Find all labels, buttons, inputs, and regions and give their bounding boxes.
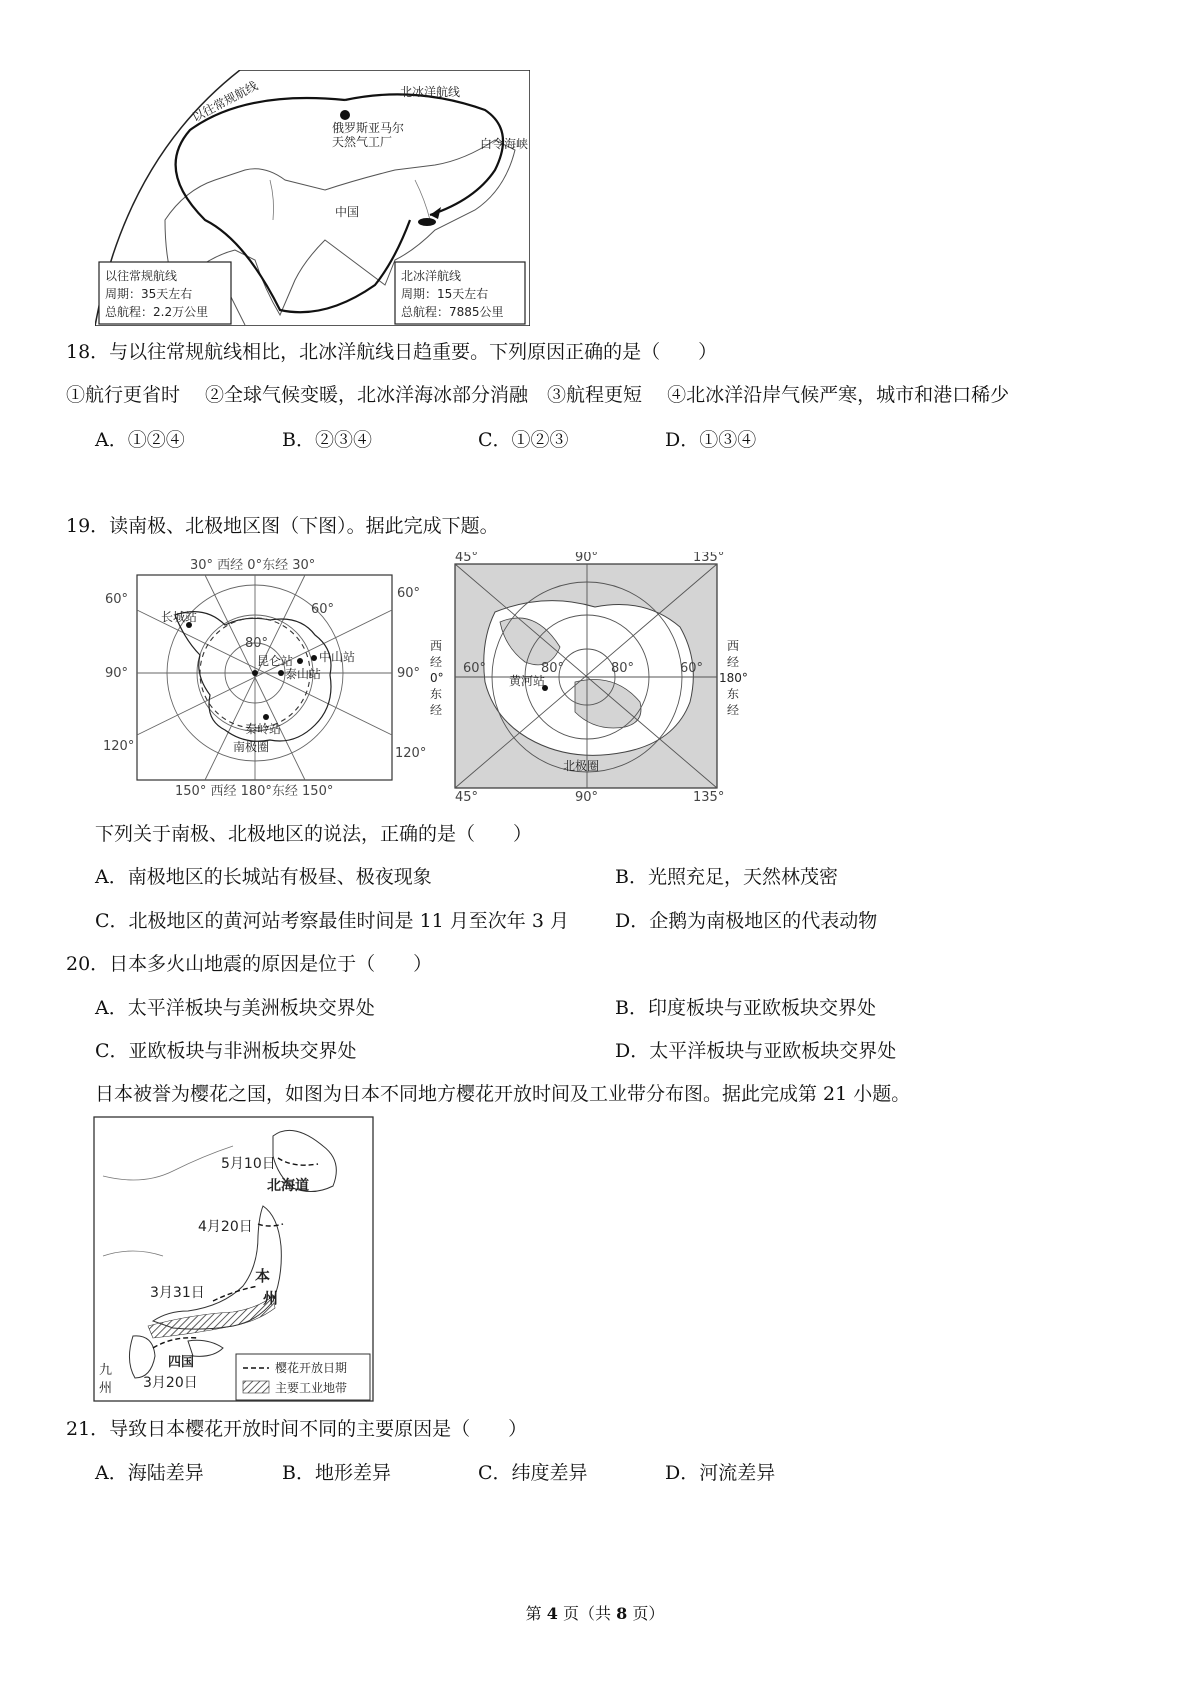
arctic-60-left: 60°	[463, 661, 487, 676]
arctic-right-lon-2: 经	[727, 655, 740, 669]
footer-suffix: 页）	[627, 1604, 665, 1623]
q18-option-a: A．①②④	[95, 429, 185, 451]
hokkaido-label: 北海道	[267, 1178, 309, 1194]
japan-cherry-map	[93, 1116, 375, 1403]
arctic-45-bottom: 45°	[455, 790, 479, 804]
arctic-circle-label: 北极圈	[563, 759, 600, 773]
q20-option-a: A．太平洋板块与美洲板块交界处	[95, 997, 375, 1019]
q19-option-a: A．南极地区的长城站有极昼、极夜现象	[95, 866, 432, 888]
q19-stem: 下列关于南极、北极地区的说法，正确的是（ ）	[95, 823, 533, 845]
footer-mid: 页（共	[557, 1604, 617, 1623]
kyushu-label-2: 州	[99, 1381, 113, 1396]
arctic-left-lon-5: 经	[430, 703, 443, 717]
bloom-date-may10: 5月10日	[221, 1156, 276, 1172]
kyushu-label-1: 九	[99, 1363, 113, 1378]
shikoku-label: 四国	[168, 1355, 195, 1370]
page-footer	[0, 1601, 1190, 1624]
kunlun-station: 昆仑站	[257, 654, 294, 668]
antarctic-80: 80°	[245, 636, 269, 651]
honshu-label-2: 州	[263, 1289, 279, 1307]
zhongshan-station: 中山站	[319, 650, 356, 664]
q18-option-c: C．①②③	[478, 429, 569, 451]
footer-prefix: 第	[525, 1604, 547, 1623]
arctic-right-lon-4: 东	[727, 687, 740, 701]
honshu-label-1: 本	[255, 1267, 271, 1285]
arctic-right-lon-5: 经	[727, 703, 740, 717]
q21-intro: 日本被誉为樱花之国，如图为日本不同地方樱花开放时间及工业带分布图。据此完成第 21 小题。	[95, 1083, 911, 1105]
shipping-route-map	[95, 70, 530, 326]
arctic-90-top: 90°	[575, 552, 599, 565]
q21-option-c: C．纬度差异	[478, 1462, 588, 1484]
arctic-box-line3: 总航程：7885公里	[401, 305, 504, 319]
arctic-60-right: 60°	[680, 661, 704, 676]
old-box-line1: 以往常规航线	[105, 269, 178, 283]
plant-label-line1: 俄罗斯亚马尔	[332, 121, 405, 135]
arctic-left-lon-2: 经	[430, 655, 443, 669]
plant-label-line2: 天然气工厂	[332, 135, 393, 149]
changcheng-station: 长城站	[161, 610, 198, 624]
q19-option-d: D．企鹅为南极地区的代表动物	[615, 910, 878, 932]
arctic-box-line1: 北冰洋航线	[401, 269, 462, 283]
arctic-45-top: 45°	[455, 552, 479, 565]
arctic-right-lon-3: 180°	[719, 671, 748, 685]
antarctic-circle-label: 南极圈	[233, 740, 270, 754]
q21-stem: 21．导致日本樱花开放时间不同的主要原因是（ ）	[66, 1418, 528, 1440]
arctic-80-right: 80°	[611, 661, 635, 676]
q20-option-b: B．印度板块与亚欧板块交界处	[615, 997, 876, 1019]
q20-stem: 20．日本多火山地震的原因是位于（ ）	[66, 953, 433, 975]
strait-label: 白令海峡	[480, 137, 529, 151]
huanghe-station: 黄河站	[509, 674, 546, 688]
bloom-date-mar31: 3月31日	[150, 1285, 205, 1301]
antarctic-120w: 120°	[103, 739, 135, 754]
legend-bloom-date: 樱花开放日期	[275, 1361, 348, 1375]
arctic-80-left: 80°	[541, 661, 565, 676]
q20-option-c: C．亚欧板块与非洲板块交界处	[95, 1040, 357, 1062]
taishan-station: 泰山站	[285, 667, 322, 681]
antarctic-90w: 90°	[105, 666, 129, 681]
q20-option-d: D．太平洋板块与亚欧板块交界处	[615, 1040, 897, 1062]
bloom-date-mar20: 3月20日	[143, 1375, 198, 1391]
antarctic-60e: 60°	[397, 586, 421, 601]
arctic-box-line2: 周期：15天左右	[401, 287, 489, 301]
q21-option-b: B．地形差异	[282, 1462, 391, 1484]
q18-stem: 18．与以往常规航线相比，北冰洋航线日趋重要。下列原因正确的是（ ）	[66, 341, 718, 363]
q19-option-b: B．光照充足，天然林茂密	[615, 866, 838, 888]
antarctic-120e: 120°	[395, 746, 427, 761]
china-label: 中国	[335, 205, 360, 219]
q21-option-a: A．海陆差异	[95, 1462, 204, 1484]
arctic-135-bottom: 135°	[693, 790, 725, 804]
bloom-date-apr20: 4月20日	[198, 1219, 253, 1235]
q18-option-b: B．②③④	[282, 429, 372, 451]
antarctic-60w: 60°	[105, 592, 129, 607]
old-route-label: 以往常规航线	[189, 78, 260, 125]
antarctic-bottom-label: 150° 西经 180°东经 150°	[175, 784, 334, 799]
arctic-left-lon-4: 东	[430, 687, 443, 701]
old-box-line3: 总航程：2.2万公里	[105, 305, 209, 319]
arctic-map	[425, 552, 750, 804]
arctic-right-lon-1: 西	[727, 639, 740, 653]
arctic-135-top: 135°	[693, 552, 725, 565]
antarctic-map	[95, 555, 443, 800]
arctic-90-bottom: 90°	[575, 790, 599, 804]
antarctic-90e: 90°	[397, 666, 421, 681]
arctic-route-label: 北冰洋航线	[400, 85, 461, 99]
q21-option-d: D．河流差异	[665, 1462, 776, 1484]
footer-page-number: 4	[546, 1604, 558, 1623]
qinling-station: 秦岭站	[245, 722, 282, 736]
arctic-left-lon-1: 西	[430, 639, 443, 653]
old-box-line2: 周期：35天左右	[105, 287, 193, 301]
footer-total-pages: 8	[616, 1604, 628, 1623]
antarctic-top-label: 30° 西经 0°东经 30°	[190, 558, 316, 573]
q19-intro: 19．读南极、北极地区图（下图）。据此完成下题。	[66, 515, 499, 537]
antarctic-60-inner: 60°	[311, 602, 335, 617]
q19-option-c: C．北极地区的黄河站考察最佳时间是 11 月至次年 3 月	[95, 910, 569, 932]
legend-industrial-belt: 主要工业地带	[275, 1381, 348, 1395]
q18-statements: ①航行更省时 ②全球气候变暖，北冰洋海冰部分消融 ③航程更短 ④北冰洋沿岸气候严寒，城市和港口稀少	[66, 384, 1010, 406]
arctic-left-lon-3: 0°	[430, 671, 444, 685]
q18-option-d: D．①③④	[665, 429, 757, 451]
